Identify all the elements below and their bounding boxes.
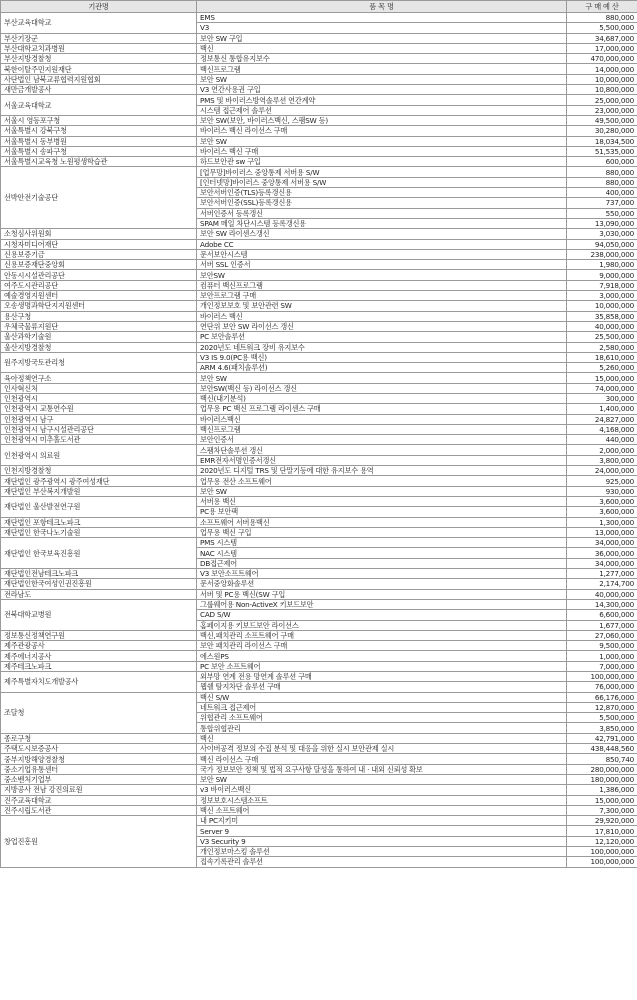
amount-cell: 14,000,000	[567, 64, 637, 74]
amount-cell: 17,000,000	[567, 43, 637, 53]
item-name-cell: Server 9	[197, 826, 567, 836]
item-name-cell: 에스원PS	[197, 651, 567, 661]
item-name-cell: ARM 4.6(패치솔루션)	[197, 363, 567, 373]
item-name-cell: V3 보안소프트웨어	[197, 569, 567, 579]
amount-cell: 27,060,000	[567, 630, 637, 640]
amount-cell: 100,000,000	[567, 672, 637, 682]
item-name-cell: 스팸차단솔루션 갱신	[197, 445, 567, 455]
table-row	[1, 733, 637, 743]
item-name-cell: 백신(내기분석)	[197, 393, 567, 403]
org-name-cell: 제주특별자치도개발공사	[1, 672, 197, 693]
org-name-cell: 창업진흥원	[1, 816, 197, 867]
org-name-cell: 울산지방경찰청	[1, 342, 197, 352]
org-name-cell: 서울교육대학교	[1, 95, 197, 116]
item-name-cell: 보안SW	[197, 270, 567, 280]
amount-cell: 925,000	[567, 476, 637, 486]
amount-cell: 9,500,000	[567, 641, 637, 651]
org-name-cell: 서울특별시 동부병원	[1, 136, 197, 146]
table-row	[1, 651, 637, 661]
amount-cell: 2,174,700	[567, 579, 637, 589]
amount-cell: 100,000,000	[567, 857, 637, 867]
org-name-cell: 울산과학기술원	[1, 332, 197, 342]
org-name-cell: 진주시립도서관	[1, 805, 197, 815]
amount-cell: 34,000,000	[567, 558, 637, 568]
table-body	[1, 13, 637, 868]
table-row	[1, 599, 637, 609]
amount-cell: 12,870,000	[567, 702, 637, 712]
item-name-cell: 보안 SW(보안, 바이러스백신, 스팸SW 등)	[197, 115, 567, 125]
item-name-cell: 업무용 PC 백신 프로그램 라이센스 구매	[197, 404, 567, 414]
table-row	[1, 435, 637, 445]
item-name-cell: [인터넷망]바이러스 중앙통제 서버용 S/W	[197, 177, 567, 187]
org-name-cell: 재단법인 한국나노기술원	[1, 527, 197, 537]
table-row	[1, 291, 637, 301]
amount-cell: 238,000,000	[567, 249, 637, 259]
item-name-cell: PC 보안솔루션	[197, 332, 567, 342]
org-name-cell: 전라남도	[1, 589, 197, 599]
amount-cell: 5,500,000	[567, 713, 637, 723]
item-name-cell: 보안 SW	[197, 136, 567, 146]
item-name-cell: V3 IS 9.0(PC용 백신)	[197, 352, 567, 362]
amount-cell: 1,386,000	[567, 785, 637, 795]
item-name-cell: 웹쉘 탐지차단 솔루션 구매	[197, 682, 567, 692]
item-name-cell: [업무망]바이러스 중앙통제 서버용 S/W	[197, 167, 567, 177]
org-name-cell: 재단법인 울산발전연구원	[1, 496, 197, 517]
item-name-cell: PC용 보안팩	[197, 507, 567, 517]
table-row	[1, 95, 637, 105]
item-name-cell: NAC 시스템	[197, 548, 567, 558]
org-name-cell: 예술경영지원센터	[1, 291, 197, 301]
table-row	[1, 373, 637, 383]
amount-cell: 880,000	[567, 13, 637, 23]
item-name-cell: 업무용 백신 구입	[197, 527, 567, 537]
item-name-cell: 백신 라이선스 구매	[197, 754, 567, 764]
org-name-cell: 새만금개발공사	[1, 85, 197, 95]
org-name-cell: 소청심사위원회	[1, 229, 197, 239]
org-name-cell: 중소기업유통센터	[1, 764, 197, 774]
amount-cell: 2,000,000	[567, 445, 637, 455]
org-name-cell: 부산교육대학교	[1, 13, 197, 34]
item-name-cell: 서버용 백신	[197, 496, 567, 506]
item-name-cell: 홈페이지용 키보드보안 라이선스	[197, 620, 567, 630]
amount-cell: 880,000	[567, 167, 637, 177]
item-name-cell: 보안프로그램 구매	[197, 291, 567, 301]
org-name-cell: 서울특별시 송파구청	[1, 146, 197, 156]
item-name-cell: 소프트웨어 서버용백신	[197, 517, 567, 527]
org-name-cell: 인천광역시	[1, 393, 197, 403]
amount-cell: 94,050,000	[567, 239, 637, 249]
table-row	[1, 54, 637, 64]
amount-cell: 25,500,000	[567, 332, 637, 342]
amount-cell: 1,000,000	[567, 651, 637, 661]
amount-cell: 7,918,000	[567, 280, 637, 290]
amount-cell: 66,176,000	[567, 692, 637, 702]
amount-cell: 10,800,000	[567, 85, 637, 95]
amount-cell: 600,000	[567, 157, 637, 167]
header-row	[1, 1, 637, 13]
org-name-cell: 주택도시보증공사	[1, 744, 197, 754]
header-amount: 구 매 예 산	[567, 1, 637, 13]
item-name-cell: 바이러스 백신 라이선스 구매	[197, 126, 567, 136]
table-row	[1, 342, 637, 352]
amount-cell: 7,300,000	[567, 805, 637, 815]
org-name-cell: 부산대학교치과병원	[1, 43, 197, 53]
item-name-cell: 바이러스 백신 구매	[197, 146, 567, 156]
table-row	[1, 239, 637, 249]
item-name-cell: 정보통신 통합유지보수	[197, 54, 567, 64]
amount-cell: 3,600,000	[567, 496, 637, 506]
org-name-cell: 육아정책연구소	[1, 373, 197, 383]
amount-cell: 23,000,000	[567, 105, 637, 115]
org-name-cell: 인천광역시 교통연수원	[1, 404, 197, 414]
item-name-cell: 업무용 전산 소프트웨어	[197, 476, 567, 486]
amount-cell: 14,300,000	[567, 599, 637, 609]
amount-cell: 13,090,000	[567, 218, 637, 228]
org-name-cell: 시청자미디어재단	[1, 239, 197, 249]
org-name-cell: 사단법인 남북교류협력지원협회	[1, 74, 197, 84]
item-name-cell: 시스템 접근제어 솔루션	[197, 105, 567, 115]
table-row	[1, 146, 637, 156]
item-name-cell: PC 보안 소프트웨어	[197, 661, 567, 671]
header-item: 품 목 명	[197, 1, 567, 13]
amount-cell: 40,000,000	[567, 589, 637, 599]
org-name-cell: 조달청	[1, 692, 197, 733]
item-name-cell: V3 연간사용권 구입	[197, 85, 567, 95]
item-name-cell: V3 Security 9	[197, 836, 567, 846]
item-name-cell: 보안 SW 라이센스갱신	[197, 229, 567, 239]
item-name-cell: PMS 시스템	[197, 538, 567, 548]
amount-cell: 5,500,000	[567, 23, 637, 33]
table-row	[1, 260, 637, 270]
org-name-cell: 부산기장군	[1, 33, 197, 43]
amount-cell: 49,500,000	[567, 115, 637, 125]
item-name-cell: EMS	[197, 13, 567, 23]
amount-cell: 930,000	[567, 486, 637, 496]
item-name-cell: 접속기록관리 솔루션	[197, 857, 567, 867]
amount-cell: 34,687,000	[567, 33, 637, 43]
amount-cell: 1,400,000	[567, 404, 637, 414]
item-name-cell: 문서보안시스템	[197, 249, 567, 259]
amount-cell: 1,980,000	[567, 260, 637, 270]
item-name-cell: 컴퓨터 백신프로그램	[197, 280, 567, 290]
table-row	[1, 579, 637, 589]
item-name-cell: 바이러스백신	[197, 414, 567, 424]
amount-cell: 10,000,000	[567, 74, 637, 84]
org-name-cell: 재단법인 포항테크노파크	[1, 517, 197, 527]
item-name-cell: 백신프로그램	[197, 424, 567, 434]
amount-cell: 15,000,000	[567, 795, 637, 805]
item-name-cell: 백신 소프트웨어	[197, 805, 567, 815]
amount-cell: 9,000,000	[567, 270, 637, 280]
org-name-cell: 인천광역시 의료원	[1, 445, 197, 466]
amount-cell: 36,000,000	[567, 548, 637, 558]
table-row	[1, 270, 637, 280]
amount-cell: 30,280,000	[567, 126, 637, 136]
amount-cell: 51,535,000	[567, 146, 637, 156]
org-name-cell: 종로구청	[1, 733, 197, 743]
table-row	[1, 569, 637, 579]
item-name-cell: 백신	[197, 43, 567, 53]
table-row	[1, 13, 637, 23]
org-name-cell: 재단법인 한국보육진흥원	[1, 538, 197, 569]
org-name-cell: 오송생명과학단지지원센터	[1, 301, 197, 311]
item-name-cell: 보안서버인증(TLS)등록갱신용	[197, 188, 567, 198]
item-name-cell: 서버인증서 등록갱신	[197, 208, 567, 218]
item-name-cell: 바이러스 백신	[197, 311, 567, 321]
amount-cell: 180,000,000	[567, 774, 637, 784]
item-name-cell: 외부망 연계 전용 망연계 솔루션 구매	[197, 672, 567, 682]
item-name-cell: 보안 SW	[197, 486, 567, 496]
table-row	[1, 486, 637, 496]
item-name-cell: 백신	[197, 733, 567, 743]
item-name-cell: 2020년도 디지털 TRS 및 단말기등에 대한 유지보수 용역	[197, 466, 567, 476]
table-row	[1, 115, 637, 125]
table-row	[1, 301, 637, 311]
table-row	[1, 466, 637, 476]
item-name-cell: 보안 SW	[197, 74, 567, 84]
amount-cell: 3,850,000	[567, 723, 637, 733]
amount-cell: 3,600,000	[567, 507, 637, 517]
table-row	[1, 33, 637, 43]
table-row	[1, 764, 637, 774]
amount-cell: 1,677,000	[567, 620, 637, 630]
table-row	[1, 517, 637, 527]
table-row	[1, 774, 637, 784]
item-name-cell: 보안 SW 구입	[197, 33, 567, 43]
table-row	[1, 352, 637, 362]
table-row	[1, 157, 637, 167]
item-name-cell: 백신프로그램	[197, 64, 567, 74]
item-name-cell: 백신,패치관리 소프트웨어 구매	[197, 630, 567, 640]
table-row	[1, 424, 637, 434]
item-name-cell: 보안 SW	[197, 774, 567, 784]
amount-cell: 24,000,000	[567, 466, 637, 476]
item-name-cell: 서버 SSL 인증서	[197, 260, 567, 270]
table-row	[1, 126, 637, 136]
item-name-cell: v3 바이러스백신	[197, 785, 567, 795]
amount-cell: 10,000,000	[567, 301, 637, 311]
org-name-cell: 재단법인전남테크노파크	[1, 569, 197, 579]
amount-cell: 24,827,000	[567, 414, 637, 424]
table-row	[1, 476, 637, 486]
item-name-cell: 문서중앙화솔루션	[197, 579, 567, 589]
org-name-cell: 진주교육대학교	[1, 795, 197, 805]
item-name-cell: 네트워크 접근제어	[197, 702, 567, 712]
amount-cell: 18,610,000	[567, 352, 637, 362]
item-name-cell: 서버 및 PC용 백신(SW 구입	[197, 589, 567, 599]
item-name-cell: CAD S/W	[197, 610, 567, 620]
amount-cell: 438,448,560	[567, 744, 637, 754]
amount-cell: 880,000	[567, 177, 637, 187]
org-name-cell: 북한이탈주민지원재단	[1, 64, 197, 74]
org-name-cell: 서울특별시교육청 노원평생학습관	[1, 157, 197, 167]
org-name-cell: 지방공사 전남 강진의료원	[1, 785, 197, 795]
amount-cell: 737,000	[567, 198, 637, 208]
item-name-cell: 2020년도 네트워크 장비 유지보수	[197, 342, 567, 352]
amount-cell: 440,000	[567, 435, 637, 445]
org-name-cell: 인천지방경찰청	[1, 466, 197, 476]
table-row	[1, 167, 637, 177]
org-name-cell: 인사혁신처	[1, 383, 197, 393]
table-row	[1, 136, 637, 146]
amount-cell: 3,030,000	[567, 229, 637, 239]
item-name-cell: 통합위협관리	[197, 723, 567, 733]
item-name-cell: 보안인증서	[197, 435, 567, 445]
amount-cell: 1,277,000	[567, 569, 637, 579]
item-name-cell: 그룹웨어용 Non-ActiveX 키보드보안	[197, 599, 567, 609]
table-row	[1, 74, 637, 84]
amount-cell: 40,000,000	[567, 321, 637, 331]
amount-cell: 850,740	[567, 754, 637, 764]
amount-cell: 6,600,000	[567, 610, 637, 620]
table-row	[1, 538, 637, 548]
table-row	[1, 589, 637, 599]
item-name-cell: 개인정보마스킹 솔루션	[197, 847, 567, 857]
table-row	[1, 332, 637, 342]
amount-cell: 100,000,000	[567, 847, 637, 857]
item-name-cell: 내 PC지키미	[197, 816, 567, 826]
amount-cell: 7,000,000	[567, 661, 637, 671]
amount-cell: 4,168,000	[567, 424, 637, 434]
org-name-cell: 제주관광공사	[1, 641, 197, 651]
amount-cell: 470,000,000	[567, 54, 637, 64]
item-name-cell: 보안 패치관리 라이선스 구매	[197, 641, 567, 651]
amount-cell: 12,120,000	[567, 836, 637, 846]
amount-cell: 25,000,000	[567, 95, 637, 105]
table-row	[1, 404, 637, 414]
amount-cell: 18,034,500	[567, 136, 637, 146]
table-row	[1, 321, 637, 331]
amount-cell: 34,000,000	[567, 538, 637, 548]
amount-cell: 35,858,000	[567, 311, 637, 321]
amount-cell: 29,920,000	[567, 816, 637, 826]
table-row	[1, 249, 637, 259]
table-row	[1, 754, 637, 764]
org-name-cell: 서울시 영등포구청	[1, 115, 197, 125]
amount-cell: 42,791,000	[567, 733, 637, 743]
amount-cell: 76,000,000	[567, 682, 637, 692]
org-name-cell: 전북대학교병원	[1, 599, 197, 630]
org-name-cell: 인천광역시 남구시설관리공단	[1, 424, 197, 434]
item-name-cell: 사이버공격 정보의 수집 분석 및 대응을 위한 실시 보안관제 실시	[197, 744, 567, 754]
table-row	[1, 64, 637, 74]
table-row	[1, 414, 637, 424]
amount-cell: 3,000,000	[567, 291, 637, 301]
table-row	[1, 692, 637, 702]
item-name-cell: EMR전자서명인증서갱신	[197, 455, 567, 465]
item-name-cell: 보안SW(백신 등) 라이선스 갱신	[197, 383, 567, 393]
org-name-cell: 부산지방경찰청	[1, 54, 197, 64]
amount-cell: 13,000,000	[567, 527, 637, 537]
table-row	[1, 661, 637, 671]
table-row	[1, 496, 637, 506]
org-name-cell: 인천광역시 미추홀도서관	[1, 435, 197, 445]
table-row	[1, 785, 637, 795]
item-name-cell: 보안서버인증(SSL)등록갱신용	[197, 198, 567, 208]
org-name-cell: 용산구청	[1, 311, 197, 321]
item-name-cell: 보안 SW	[197, 373, 567, 383]
table-row	[1, 280, 637, 290]
table-row	[1, 43, 637, 53]
item-name-cell: DB접근제어	[197, 558, 567, 568]
item-name-cell: 정보보호시스템소프트	[197, 795, 567, 805]
amount-cell: 400,000	[567, 188, 637, 198]
header-org: 기관명	[1, 1, 197, 13]
item-name-cell: PMS 및 바이러스방역솔루션 연간계약	[197, 95, 567, 105]
org-name-cell: 원주지방국토관리청	[1, 352, 197, 373]
org-name-cell: 중부지방해양경찰청	[1, 754, 197, 764]
org-name-cell: 신용보증기금	[1, 249, 197, 259]
amount-cell: 1,300,000	[567, 517, 637, 527]
org-name-cell: 제주에너지공사	[1, 651, 197, 661]
org-name-cell: 재단법인한국여성인권진흥원	[1, 579, 197, 589]
amount-cell: 5,260,000	[567, 363, 637, 373]
amount-cell: 15,000,000	[567, 373, 637, 383]
org-name-cell: 우체국물류지원단	[1, 321, 197, 331]
org-name-cell: 여주도시관리공단	[1, 280, 197, 290]
item-name-cell: 위협관리 소프트웨어	[197, 713, 567, 723]
org-name-cell: 정보통신정책연구원	[1, 630, 197, 640]
item-name-cell: Adobe CC	[197, 239, 567, 249]
table-row	[1, 393, 637, 403]
org-name-cell: 인천광역시 남구	[1, 414, 197, 424]
table-row	[1, 795, 637, 805]
amount-cell: 300,000	[567, 393, 637, 403]
table-row	[1, 383, 637, 393]
org-name-cell: 제주테크노파크	[1, 661, 197, 671]
table-row	[1, 816, 637, 826]
table-row	[1, 445, 637, 455]
item-name-cell: V3	[197, 23, 567, 33]
table-row	[1, 85, 637, 95]
org-name-cell: 서울특별시 강북구청	[1, 126, 197, 136]
org-name-cell: 신용보증재단중앙회	[1, 260, 197, 270]
table-row	[1, 630, 637, 640]
item-name-cell: 연단위 보안 SW 라이선스 갱신	[197, 321, 567, 331]
org-name-cell: 선박안전기술공단	[1, 167, 197, 229]
item-name-cell: 개인정보보호 및 보안관련 SW	[197, 301, 567, 311]
org-name-cell: 안동시시설관리공단	[1, 270, 197, 280]
item-name-cell: 국가 정보보안 정책 및 법적 요구사항 달성을 통하여 내 · 내외 신뢰성 확보	[197, 764, 567, 774]
org-name-cell: 중소벤처기업부	[1, 774, 197, 784]
amount-cell: 550,000	[567, 208, 637, 218]
item-name-cell: SPAM 메일 차단시스템 등록갱신용	[197, 218, 567, 228]
table-row	[1, 311, 637, 321]
table-row	[1, 229, 637, 239]
org-name-cell: 재단법인 광주광역시 광주여성재단	[1, 476, 197, 486]
table-row	[1, 527, 637, 537]
table-row	[1, 672, 637, 682]
amount-cell: 74,000,000	[567, 383, 637, 393]
item-name-cell: 하드보안관 sw 구입	[197, 157, 567, 167]
org-name-cell: 재단법인 부산복지개발원	[1, 486, 197, 496]
table-row	[1, 641, 637, 651]
amount-cell: 17,810,000	[567, 826, 637, 836]
amount-cell: 280,000,000	[567, 764, 637, 774]
amount-cell: 2,580,000	[567, 342, 637, 352]
table-row	[1, 744, 637, 754]
table-row	[1, 805, 637, 815]
item-name-cell: 백신 S/W	[197, 692, 567, 702]
amount-cell: 3,800,000	[567, 455, 637, 465]
